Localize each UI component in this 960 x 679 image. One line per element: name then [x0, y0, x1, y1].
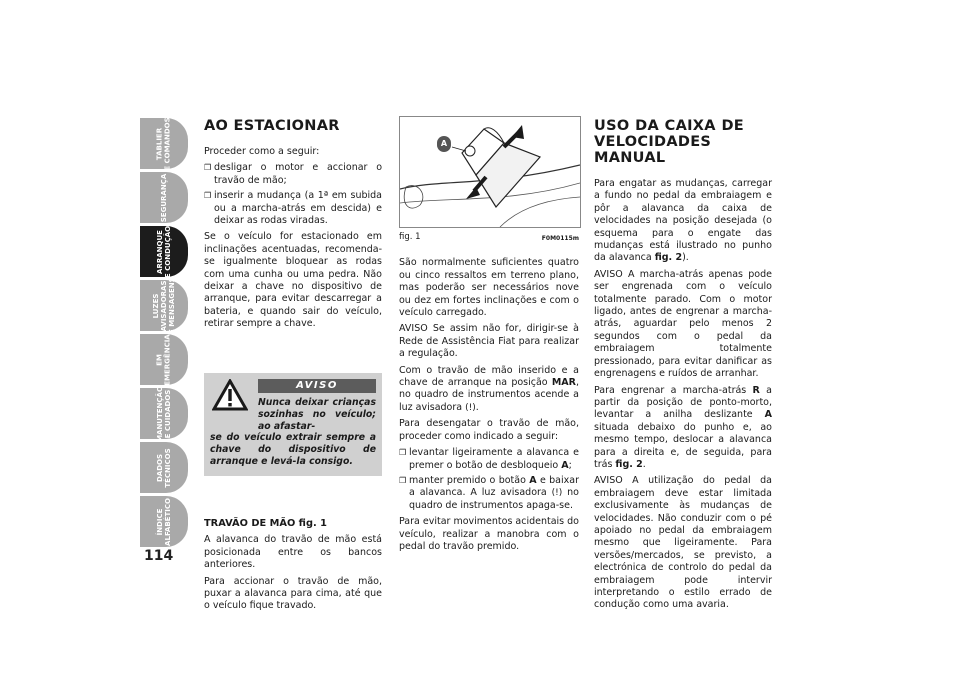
gearbox-paragraph-1: Para engatar as mudanças, carregar a fundo no pedal da embraiagem e pôr a alavanca da caixa de velocidades na posição desejada (o esquema para o engate das mudanças está ilustrado no punho da alavanca fig. 2). — [594, 178, 772, 264]
section-title-gearbox: USO DA CAIXA DE VELOCIDADES MANUAL — [594, 118, 744, 166]
intro-text: Proceder como a seguir: — [204, 146, 320, 157]
checkbox-bullet-icon: ❒ — [399, 448, 407, 458]
list-item: ❒ desligar o motor e accionar o travão de mão; — [204, 162, 382, 186]
release-steps — [399, 447, 579, 512]
column-parking — [204, 116, 382, 617]
handbrake-paragraph-3: São normalmente suficientes quatro ou cinco ressaltos em terreno plano, mas poderão ser necessários nove ou dez em fortes inclinações e com o veículo carregado. — [399, 257, 579, 319]
nav-tab-indice[interactable]: ÍNDICE ALFABÉTICO — [140, 496, 188, 547]
handbrake-illustration — [400, 117, 580, 227]
nav-tab-arranque[interactable]: ARRANQUE E CONDUÇÃO — [140, 226, 188, 277]
warning-box — [204, 373, 382, 476]
figure-caption — [399, 231, 579, 245]
safety-paragraph: Para evitar movimentos acidentais do veículo, realizar a manobra com o pedal do travão premido. — [399, 516, 579, 552]
warning-heading: AVISO — [258, 379, 376, 393]
warning-text: Nunca deixar crianças sozinhas no veículo; ao afastar- se do veículo extrair sempre a chave do dispositivo de arranque e levá-la consigo. — [210, 397, 376, 468]
figure-code: F0M0115m — [541, 235, 579, 242]
nav-tab-emergencia[interactable]: EM EMERGÊNCIA — [140, 334, 188, 385]
column-gearbox — [594, 116, 772, 616]
nav-tab-dados[interactable]: DADOS TÉCNICOS — [140, 442, 188, 493]
warning-triangle-icon — [212, 379, 248, 411]
handbrake-paragraph-2: Para accionar o travão de mão, puxar a alavanca para cima, até que o veículo fique travado. — [204, 575, 382, 612]
brake-warning-lamp-icon: (!) — [465, 402, 476, 413]
list-item: ❒ manter premido o botão A e baixar a alavanca. A luz avisadora (!) no quadro de instrumentos apaga-se. — [399, 474, 579, 511]
section-title-parking: AO ESTACIONAR — [204, 118, 340, 134]
parking-steps — [204, 162, 382, 227]
figure-label: fig. 1 — [399, 232, 421, 242]
subtitle-handbrake: TRAVÃO DE MÃO fig. 1 — [204, 517, 327, 529]
brake-warning-lamp-icon: (!) — [551, 488, 563, 499]
callout-a: A — [440, 139, 448, 148]
parking-paragraph: Se o veículo for estacionado em inclinações acentuadas, recomenda-se igualmente bloquear as rodas com uma cunha ou uma pedra. Não deixar a chave no dispositivo de arranque, para evitar descarregar a bateria, e quando sair do veículo, retirar sempre a chave. — [204, 231, 382, 330]
list-item: ❒ levantar ligeiramente a alavanca e premer o botão de desbloqueio A; — [399, 447, 579, 471]
page-number: 114 — [144, 548, 174, 564]
release-intro: Para desengatar o travão de mão, proceder como indicado a seguir: — [399, 418, 579, 442]
column-handbrake — [399, 116, 579, 557]
nav-tab-luzes[interactable]: LUZES AVISADORAS E MENSAGENS — [140, 280, 188, 331]
list-item: ❒ inserir a mudança (a 1ª em subida ou a marcha-atrás em descida) e deixar as rodas viradas. — [204, 190, 382, 227]
handbrake-figure — [399, 116, 581, 228]
gearbox-notice-reverse: AVISO A marcha-atrás apenas pode ser engrenada com o veículo totalmente parado. Com o motor ligado, antes de engrenar a marcha-atrás, aguardar pelo menos 2 segundos com o pedal da embraiagem totalmente pressionado, para evitar danificar as engrenagens e ruídos de arranhar. — [594, 268, 772, 380]
notice-paragraph: AVISO Se assim não for, dirigir-se à Rede de Assistência Fiat para realizar a regulação. — [399, 323, 579, 360]
checkbox-bullet-icon: ❒ — [399, 475, 407, 485]
nav-tab-seguranca[interactable]: SEGURANÇA — [140, 172, 188, 223]
handbrake-paragraph-1: A alavanca do travão de mão está posicionada entre os bancos anteriores. — [204, 534, 382, 571]
warning-light-paragraph: Com o travão de mão inserido e a chave de arranque na posição MAR, no quadro de instrumentos acende a luz avisadora (!). — [399, 364, 579, 413]
gearbox-notice-clutch: AVISO A utilização do pedal da embraiagem deve estar limitada exclusivamente às mudanças de velocidades. Não conduzir com o pé apoiado no pedal da embraiagem mesmo que ligeiramente. Para versões/mercados, se previsto, a electrónica de controlo do pedal da embraiagem pode intervir interpretando o estilo errado de condução como uma avaria. — [594, 475, 772, 611]
nav-tab-manutencao[interactable]: MANUTENÇÃO E CUIDADOS — [140, 388, 188, 439]
nav-tab-tablier[interactable]: TABLIER E COMANDOS — [140, 118, 188, 169]
checkbox-bullet-icon: ❒ — [204, 191, 212, 201]
gearbox-paragraph-reverse: Para engrenar a marcha-atrás R a partir da posição de ponto-morto, levantar a anilha deslizante A situada debaixo do punho e, ao mesmo tempo, deslocar a alavanca para a direita e, de seguida, para trás fig. 2. — [594, 384, 772, 470]
checkbox-bullet-icon: ❒ — [204, 163, 212, 173]
